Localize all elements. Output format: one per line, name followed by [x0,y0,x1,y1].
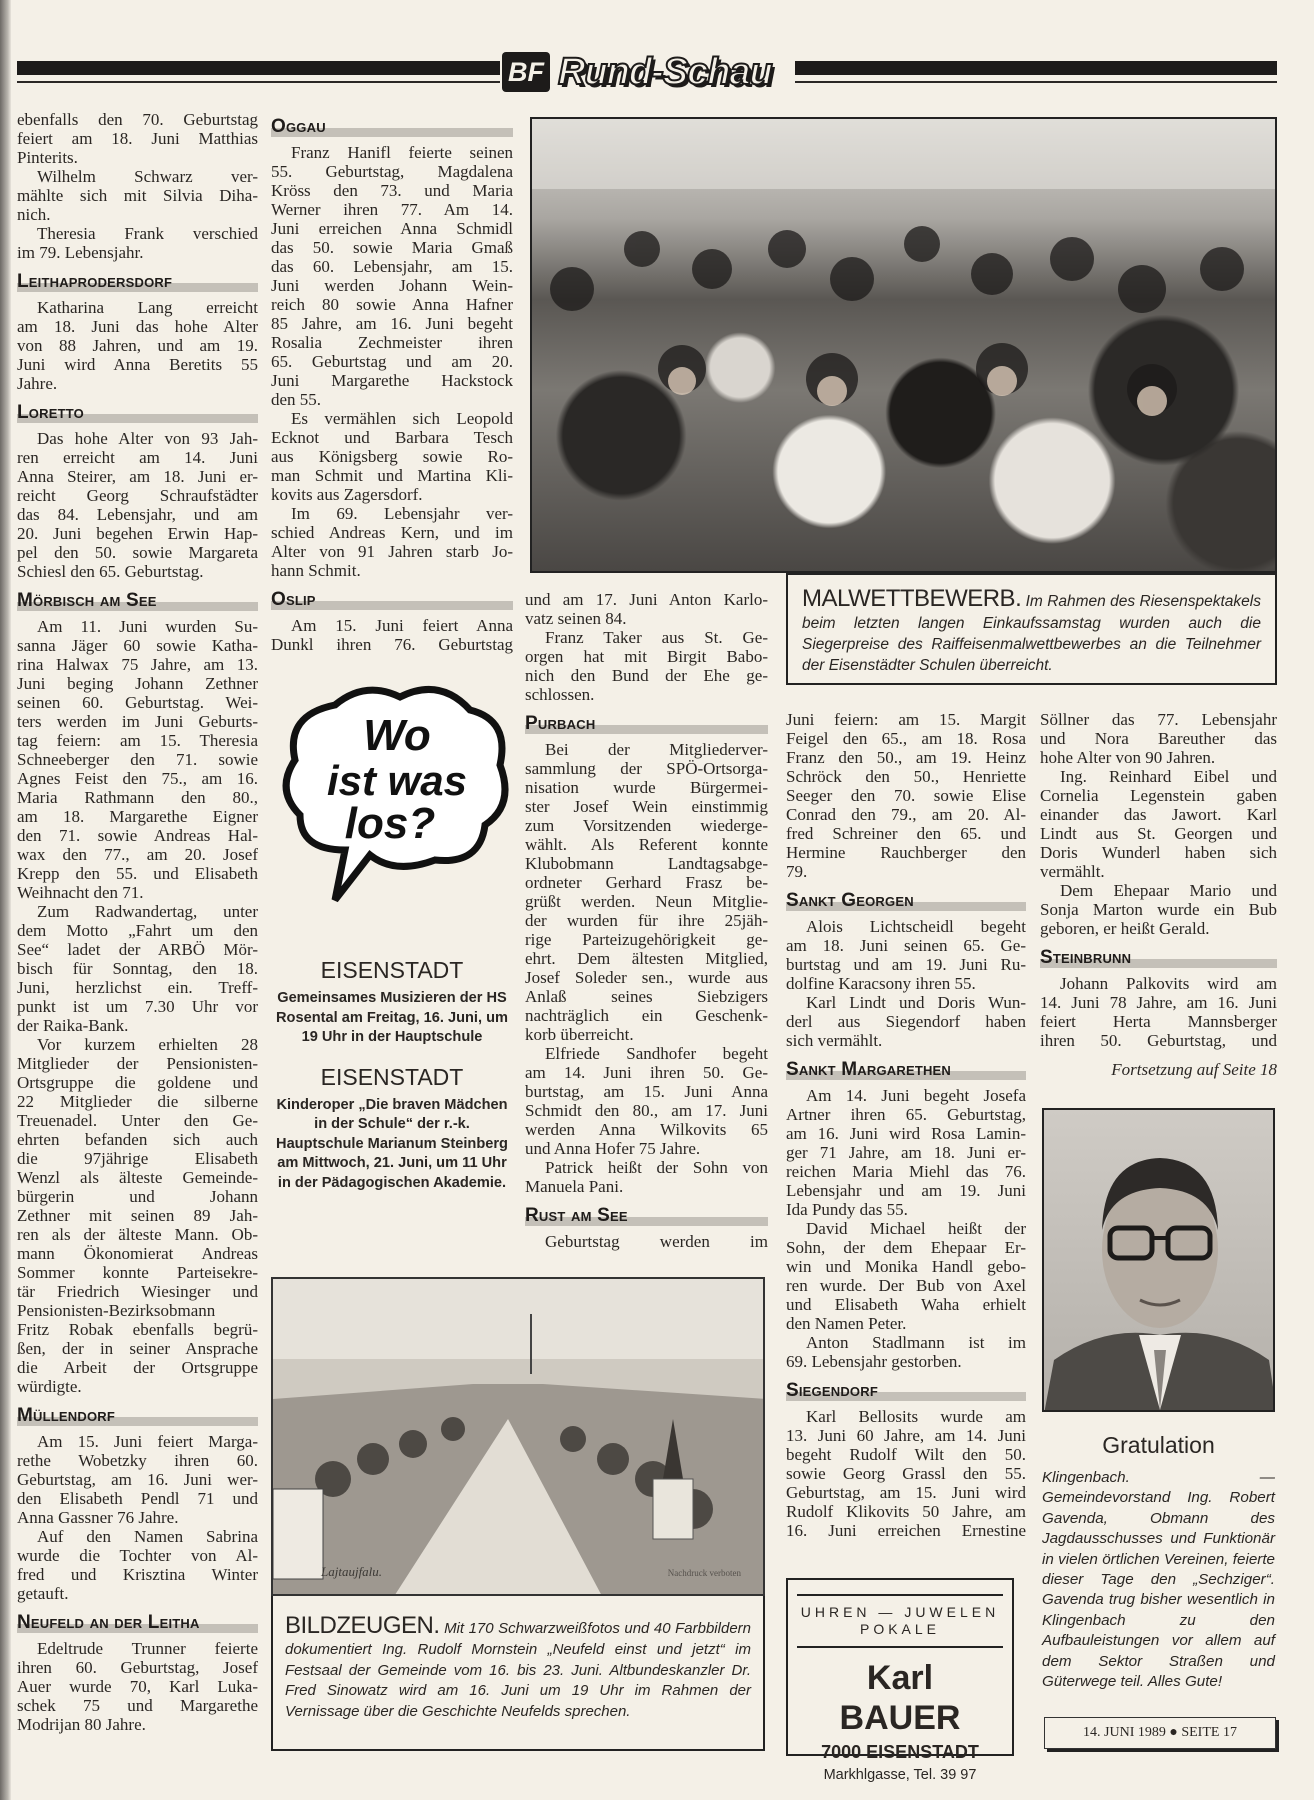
text-line: schek 75 und Margarethe [17,1696,258,1715]
text-line: win und Monika Handl gebo- [786,1257,1026,1276]
text-line: Edeltrude Trunner feierte [37,1639,258,1658]
postcard-imprint: Nachdruck verboten [667,1568,741,1578]
text-line: kovits aus Zagersdorf. [271,485,423,504]
text-line: dem Motto „Fahrt um den [17,921,258,940]
text-line: Auer wurde 70, Karl Luka- [17,1677,258,1696]
paragraph [271,143,513,409]
text-line: Johann Palkovits wird am [1060,974,1277,993]
text-column-4 [786,710,1026,1540]
ad-divider [797,1646,1003,1648]
text-line: sowie Georg Grassl den 55. [786,1464,1026,1483]
text-line: rige Parteizugehörigkeit ge- [525,930,768,949]
text-line: ren wurde. Der Bub von Axel [786,1276,1026,1295]
gratulation-title: Gratulation [1102,1432,1215,1458]
paragraph [271,504,513,580]
event-text: Kinderoper „Die braven Mädchen in der Schule“ der r.-k. Hauptschule Marianum Steinberg am Mittwoch, 21. Juni, um 11 Uhr in der Pädagogischen Akademie. [276,1096,508,1191]
text-line: Klubobmann Landtagsabge- [525,854,768,873]
text-line: Dunkl ihren 76. Geburtstag [271,635,513,654]
text-line: Maria Rathmann den 80., [17,788,258,807]
text-line: Lindt aus St. Georgen und [1040,824,1277,843]
text-line: sammlung der SPÖ-Ortsorga- [525,759,768,778]
text-line: Modrijan 80 Jahre. [17,1715,146,1734]
paragraph [786,1333,1026,1371]
photo-caption [786,573,1277,685]
ad-business-name: Karl BAUER [839,1659,961,1737]
ad-city: 7000 EISENSTADT [821,1742,979,1762]
text-line: Sonja Marton wurde ein Bub [1040,900,1277,919]
text-line: die Arbeit der Ortsgruppe [17,1358,258,1377]
text-line: Pensionisten-Bezirksobmann [17,1301,216,1320]
text-line: Auf den Namen Sabrina [37,1527,258,1546]
paragraph [17,429,258,581]
text-line: Treuenadel. Unter den Ge- [17,1111,258,1130]
text-line: Wenzl als älteste Gemeinde- [17,1168,258,1187]
text-line: geboren, er heißt Gerald. [1040,919,1210,938]
text-line: punkt ist um 7.30 Uhr vor [17,997,258,1016]
crowd-photo-image [532,119,1277,573]
paragraph [17,298,258,393]
paragraph [786,1086,1026,1219]
text-line: das 60. Lebensjahr, am 15. [271,257,513,276]
text-line: den 55. [271,390,322,409]
text-line: und Anna Hofer 75 Jahre. [525,1139,701,1158]
text-line: Wilhelm Schwarz ver- [37,167,258,186]
text-line: 22 Mitglieder die silberne [17,1092,258,1111]
text-line: Zethner mit seinen 89 Jah- [17,1206,258,1225]
text-line: man Schmit und Martina Kli- [271,466,513,485]
text-line: Conrad den 79., am 20. Al- [786,805,1026,824]
text-line: Schiesl den 65. Geburtstag. [17,562,204,581]
text-line: vatz seinen 84. [525,609,627,628]
text-line: ordneter Gerhard Frasz be- [525,873,768,892]
text-line: Schmidt den 80., am 17. Juni [525,1101,768,1120]
text-line: Werner ihren 77. Am 14. [271,200,513,219]
text-line: Franz den 50., am 19. Heinz [786,748,1026,767]
text-line: Fritz Robak ebenfalls begrü- [17,1320,258,1339]
text-line: Franz Hanifl feierte seinen [291,143,513,162]
text-line: Anna Gassner 76 Jahre. [17,1508,179,1527]
text-line: seinen 60. Geburtstag. Wei- [17,693,258,712]
postcard-place-caption: Lajtaujfalu. [321,1564,383,1579]
text-line: Theresia Frank verschied [37,224,258,243]
text-line: Pinterits. [17,148,78,167]
text-line: Am 11. Juni wurden Su- [37,617,258,636]
text-line: wax den 77., am 20. Josef [17,845,258,864]
paragraph [17,1035,258,1396]
text-line: Artner ihren 65. Geburtstag, [786,1105,1026,1124]
masthead-rule-left [17,81,500,83]
text-line: Lebensjahr und am 19. Juni [786,1181,1026,1200]
text-line: ßen, der in seiner Ansprache [17,1339,258,1358]
portrait-man-image [1044,1110,1275,1412]
text-line: schied Andreas Kern, und im [271,523,513,542]
paragraph [525,1232,768,1251]
event-title: EISENSTADT [320,1063,464,1090]
section-heading: Oslip [271,589,513,611]
event-listings [271,955,513,1207]
text-line: Am 15. Juni feiert Anna [291,616,513,635]
text-column-2 [271,116,513,654]
text-line: Anna Steirer, am 18. Juni er- [17,467,258,486]
text-line: mählte sich mit Silvia Diha- [17,186,258,205]
text-line: fred Schreiner den 65. und [786,824,1026,843]
scan-binding-edge [0,0,11,1800]
paragraph [17,902,258,1035]
text-column-5 [1040,710,1277,1079]
section-heading: Loretto [17,402,258,424]
text-line: Karl Bellosits wurde am [806,1407,1026,1426]
text-line: den Namen Peter. [786,1314,907,1333]
ad-address: Markhlgasse, Tel. 39 97 [823,1767,977,1783]
bubble-line-1: Wo [363,711,431,760]
text-line: Schröck den 50., Henriette [786,767,1026,786]
text-line: ihren 50. Geburtstag, und [1040,1031,1277,1050]
text-line: David Michael heißt der [806,1219,1026,1238]
postcard-town-illustration [273,1279,765,1596]
paragraph [17,110,258,167]
paragraph [1040,767,1277,881]
text-line: 16. Juni erreichen Ernestine [786,1521,1026,1540]
logo-title: Rund-Schau [558,50,772,93]
text-line: Vor kurzem erhielten 28 [37,1035,258,1054]
paragraph [1040,710,1277,767]
text-line: Anlaß seines Siebzigers [525,987,768,1006]
text-line: ren erreicht am 14. Juni [17,448,258,467]
paragraph [525,1044,768,1158]
text-line: Im 69. Lebensjahr ver- [291,504,513,523]
text-line: getauft. [17,1584,69,1603]
gratulation-text: Klingenbach. — Gemeindevorstand Ing. Robert Gavenda, Obmann des Jagdausschusses und Funktionär in vielen örtlichen Vereinen, feierte dieser Tage den „Sechziger“. Gavenda trug bisher wesentlich in Klingenbach zu den Aufbauleistungen vor allem auf dem Sektor Straßen und Güterwege teil. Alles Gute! [1042,1469,1275,1691]
text-line: Dem Ehepaar Mario und [1060,881,1277,900]
text-line: korb überreicht. [525,1025,634,1044]
text-line: 79. [786,862,808,881]
masthead-bar-left [17,61,500,75]
section-heading: Sankt Margarethen [786,1059,1026,1081]
section-heading: Mörbisch am See [17,590,258,612]
bubble-line-3: los? [344,799,436,848]
text-line: nich den Bund der Ehe ge- [525,666,768,685]
section-heading: Oggau [271,116,513,138]
text-line: reich 80 sowie Anna Hafner [271,295,513,314]
text-line: Feigel den 65., am 18. Rosa [786,729,1026,748]
text-line: 14. Juni 78 Jahre, am 16. Juni [1040,993,1277,1012]
text-line: vermählt. [1040,862,1105,881]
text-line: den Elisabeth Pendl 71 und [17,1489,258,1508]
text-line: Am 15. Juni feiert Marga- [37,1432,258,1451]
text-line: am 14. Juni ihren 50. Ge- [525,1063,768,1082]
text-line: rina Halwax 75 Jahre, am 13. [17,655,258,674]
text-line: Krepp den 55. und Elisabeth [17,864,258,883]
text-line: ren als der älteste Mann. Ob- [17,1225,258,1244]
photo-caption-lead: MALWETTBEWERB. [802,585,1022,612]
text-line: Juni, herzlichst ein. Treff- [17,978,258,997]
text-line: 55. Geburtstag, Magdalena [271,162,513,181]
text-line: Doris Wunderl haben sich [1040,843,1277,862]
photo-caption-text: Im Rahmen des Riesenspektakels beim letzten langen Einkaufssamstag wurden auch die Siegerpreise des Raiffeisenmalwettbewerbes an die Teilnehmer der Eisenstädter Schulen überreicht. [802,593,1261,674]
page-date-and-number: 14. JUNI 1989 ● SEITE 17 [1044,1717,1276,1749]
section-heading: Steinbrunn [1040,947,1277,969]
advertisement-karl-bauer [786,1578,1014,1783]
text-line: 85 Jahre, am 16. Juni begeht [271,314,513,333]
text-line: würdigte. [17,1377,82,1396]
text-line: Söllner das 77. Lebensjahr [1040,710,1277,729]
event-item [271,1062,513,1194]
text-line: Es vermählen sich Leopold [291,409,513,428]
text-line: bürgerin und Johann [17,1187,258,1206]
text-line: werden Anna Wilkovits 65 [525,1120,768,1139]
paragraph [1040,974,1277,1050]
text-line: See“ ladet der ARBÖ Mör- [17,940,258,959]
text-line: rethe Wobetzky ihren 60. [17,1451,258,1470]
text-line: nich. [17,205,51,224]
text-line: Am 14. Juni begeht Josefa [806,1086,1026,1105]
section-heading: Neufeld an der Leitha [17,1612,258,1634]
text-line: Seeger den 70. sowie Elise [786,786,1026,805]
postcard-caption-text: Mit 170 Schwarzweißfotos und 40 Farbbildern dokumentiert Ing. Rudolf Mornstein „Neufeld einst und jetzt“ im Festsaal der Gemeinde vom 16. bis 23. Juni. Altbundeskanzler Dr. Fred Sinowatz wird am 16. Juni um 19 Uhr im Rahmen der Vernissage über die Geschichte Neufelds sprechen. [285,1620,751,1720]
text-line: Sommer konnte Parteisekre- [17,1263,258,1282]
text-line: die 97jährige Elisabeth [17,1149,258,1168]
paragraph [525,1158,768,1196]
text-line: der Raika-Bank. [17,1016,129,1035]
text-column-1 [17,110,258,1734]
text-line: Weihnacht den 71. [17,883,144,902]
text-line: begeht Rudolf Wilt den 50. [786,1445,1026,1464]
text-line: 69. Lebensjahr gestorben. [786,1352,962,1371]
text-line: hann Schmit. [271,561,361,580]
section-heading: Müllendorf [17,1405,258,1427]
text-line: der wurden für ihre 25jäh- [525,911,768,930]
text-line: Kröss den 73. und Maria [271,181,513,200]
historic-postcard [271,1277,765,1596]
text-line: Juni Margarethe Hackstock [271,371,513,390]
text-line: das 84. Lebensjahr, und am [17,505,258,524]
text-line: Das hohe Alter von 93 Jah- [37,429,258,448]
paragraph [17,617,258,902]
text-line: Juni erreichen Anna Schmidl [271,219,513,238]
text-line: Ida Pundy das 55. [786,1200,908,1219]
paragraph [17,1527,258,1603]
text-line: burtstag, am 15. Juni Anna [525,1082,768,1101]
text-line: am 18. Juni das hohe Alter [17,317,258,336]
text-line: das 50. sowie Maria Gmaß [271,238,513,257]
text-line: Hermine Rauchberger den [786,843,1026,862]
text-line: ebenfalls den 70. Geburtstag [17,110,258,129]
paragraph [271,616,513,654]
text-line: 65. Geburtstag und am 20. [271,352,513,371]
text-line: Cornelia Legenstein gaben [1040,786,1277,805]
paragraph [786,1407,1026,1540]
text-line: Bei der Mitgliederver- [545,740,768,759]
text-line: feiert Herta Mannsberger [1040,1012,1277,1031]
event-item [271,955,513,1048]
postcard-caption [271,1596,765,1751]
masthead-rule-right [795,81,1277,83]
text-line: reichen Maria Miehl das 76. [786,1162,1026,1181]
text-line: orgen hat mit Birgit Babo- [525,647,768,666]
text-line: Katharina Lang erreicht [37,298,258,317]
text-line: Agnes Feist den 75., am 16. [17,769,258,788]
logo-bf: BF [502,52,550,92]
text-line: ster Josef Wein einstimmig [525,797,768,816]
postcard-caption-lead: BILDZEUGEN. [285,1612,440,1639]
text-line: nisation wurde Bürgermei- [525,778,768,797]
text-line: ger 71 Jahre, am 18. Juni er- [786,1143,1026,1162]
text-line: und Elisabeth Waha erhielt [786,1295,1026,1314]
text-line: ihren 60. Geburtstag, Josef [17,1658,258,1677]
paragraph [1040,881,1277,938]
text-line: Mitglieder der Pensionisten- [17,1054,258,1073]
text-line: Patrick heißt der Sohn von [545,1158,768,1177]
text-line: hohe Alter von 90 Jahren. [1040,748,1216,767]
event-text: Gemeinsames Musizieren der HS Rosental am Freitag, 16. Juni, um 19 Uhr in der Hauptschule [276,990,508,1045]
text-line: derl aus Siegendorf haben [786,1012,1026,1031]
paragraph [786,917,1026,993]
text-line: aus Königsberg sowie Ro- [271,447,513,466]
text-line: Anton Stadlmann ist im [806,1333,1026,1352]
text-line: Alois Lichtscheidl begeht [806,917,1026,936]
masthead-bar-right [795,61,1277,75]
text-line: Josef Soleder sen., wurde aus [525,968,768,987]
text-line: Juni wird Anna Beretits 55 [17,355,258,374]
ad-tagline-2: POKALE [859,1621,941,1637]
text-line: Juni werden Johann Wein- [271,276,513,295]
text-line: Juni feiern: am 15. Margit [786,710,1026,729]
text-line: Sohn, der dem Ehepaar Er- [786,1238,1026,1257]
text-line: 20. Juni begehen Erwin Hap- [17,524,258,543]
bubble-line-2: ist was [326,757,468,804]
text-line: Geburtstag werden im [545,1232,768,1251]
speech-bubble-logo [275,675,515,915]
text-line: einander das Jawort. Karl [1040,805,1277,824]
text-line: und am 17. Juni Anton Karlo- [525,590,768,609]
text-column-3 [525,590,768,1251]
paragraph [525,628,768,704]
paragraph [786,710,1026,881]
paragraph [271,409,513,504]
text-line: wurde die Tochter von Al- [17,1546,258,1565]
text-line: am 18. Juni seinen 65. Ge- [786,936,1026,955]
text-line: fred und Krisztina Winter [17,1565,258,1584]
speech-bubble-icon [275,675,515,915]
text-line: den 71. sowie Andreas Hal- [17,826,258,845]
text-line: pel den 50. sowie Margareta [17,543,258,562]
text-line: ehrt. Dem ältesten Mitglied, [525,949,768,968]
text-line: Franz Taker aus St. Ge- [545,628,768,647]
paragraph [17,1432,258,1527]
event-title: EISENSTADT [320,957,464,983]
text-line: Geburtstag, am 16. Juni wer- [17,1470,258,1489]
text-line: und Nora Bareuther das [1040,729,1277,748]
text-line: Ecknot und Barbara Tesch [271,428,513,447]
section-heading: Leithaprodersdorf [17,271,258,293]
text-line: wählt. Als Referent konnte [525,835,768,854]
continuation-note: Fortsetzung auf Seite 18 [1111,1060,1277,1079]
text-line: Alter von 91 Jahren starb Jo- [271,542,513,561]
section-heading: Sankt Georgen [786,890,1026,912]
text-line: Karl Lindt und Doris Wun- [806,993,1026,1012]
text-line: 13. Juni 60 Jahre, am 14. Juni [786,1426,1026,1445]
text-line: nachträglich ein Geschenk- [525,1006,768,1025]
text-line: dolfine Karacsony ihren 55. [786,974,976,993]
text-line: Geburtstag, am 15. Juni wird [786,1483,1026,1502]
paragraph [525,740,768,1044]
text-line: Jahre. [17,374,58,393]
section-heading: Purbach [525,713,768,735]
crowd-photo [530,117,1277,573]
text-line: am 18. Margarethe Eigner [17,807,258,826]
text-line: Ortsgruppe die goldene und [17,1073,258,1092]
masthead-logo [502,50,792,94]
text-line: schlossen. [525,685,595,704]
text-line: am 16. Juni wird Rosa Lamin- [786,1124,1026,1143]
text-line: tag feiern: am 15. Theresia [17,731,258,750]
text-line: reicht Georg Schraufstädter [17,486,258,505]
paragraph [17,1639,258,1734]
text-line: burtstag und am 19. Juni Ru- [786,955,1026,974]
text-line: Elfriede Sandhofer begeht [545,1044,768,1063]
text-line: im 79. Lebensjahr. [17,243,144,262]
paragraph [786,1219,1026,1333]
text-line: Ing. Reinhard Eibel und [1060,767,1277,786]
text-line: mann Ökonomierat Andreas [17,1244,258,1263]
text-line: zum Vorsitzenden wiederge- [525,816,768,835]
text-line: sanna Jäger 60 sowie Katha- [17,636,258,655]
section-heading: Rust am See [525,1205,768,1227]
text-line: Rudolf Klikovits 50 Jahre, am [786,1502,1026,1521]
paragraph [786,993,1026,1050]
text-line: sich vermählt. [786,1031,883,1050]
text-line: Rosalia Zechmeister ihren [271,333,513,352]
portrait-photo [1042,1108,1275,1412]
ad-divider [797,1594,1003,1596]
text-line: bisch für Sonntag, den 18. [17,959,258,978]
text-line: grüßt werden. Neun Mitglie- [525,892,768,911]
text-line: feiert am 18. Juni Matthias [17,129,258,148]
text-line: Manuela Pani. [525,1177,624,1196]
paragraph [525,590,768,628]
text-line: ehrten befanden sich auch [17,1130,258,1149]
ad-tagline-1: UHREN — JUWELEN [800,1604,1000,1620]
text-line: Juni beging Johann Zethner [17,674,258,693]
text-line: Zum Radwandertag, unter [37,902,258,921]
text-line: von 88 Jahren, und am 19. [17,336,258,355]
text-line: ters werden im Juni Geburts- [17,712,258,731]
text-line: Schneeberger den 71. sowie [17,750,258,769]
paragraph [17,224,258,262]
text-line: tär Friedrich Wiesinger und [17,1282,258,1301]
paragraph [17,167,258,224]
section-heading: Siegendorf [786,1380,1026,1402]
